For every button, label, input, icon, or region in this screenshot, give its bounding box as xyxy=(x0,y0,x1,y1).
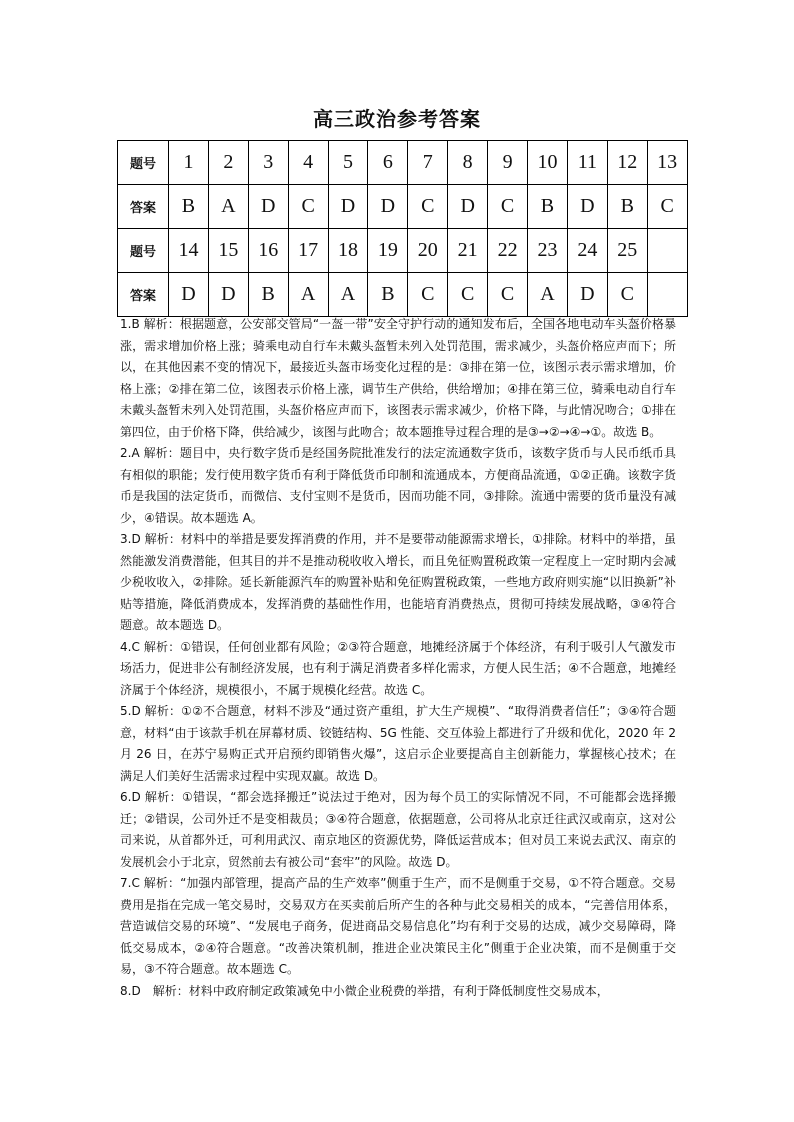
table-cell: 22 xyxy=(488,229,528,273)
row-label: 题号 xyxy=(118,141,169,185)
table-cell: C xyxy=(408,273,448,317)
table-row xyxy=(118,229,688,273)
row-label: 答案 xyxy=(118,273,169,317)
table-cell: 5 xyxy=(328,141,368,185)
table-cell: 19 xyxy=(368,229,408,273)
explanation-8: 8.D 解析：材料中政府制定政策减免中小微企业税费的举措，有利于降低制度性交易成本， xyxy=(120,983,609,998)
answer-table xyxy=(117,140,688,317)
table-cell: C xyxy=(448,273,488,317)
table-row xyxy=(118,185,688,229)
table-cell: C xyxy=(488,273,528,317)
table-cell: A xyxy=(328,273,368,317)
table-cell xyxy=(647,229,687,273)
table-cell: 15 xyxy=(208,229,248,273)
table-cell: 10 xyxy=(528,141,568,185)
table-cell: 14 xyxy=(169,229,209,273)
explanation-5: 5.D 解析：①②不合题意，材料不涉及“通过资产重组，扩大生产规模”、“取得消费者信任”；③④符合题意，材料“由于该款手机在屏幕材质、铰链结构、5G 性能、交互体验上都进行了升级和优化，2020 年 2 月 26 日，在苏宁易购正式开启预约即销售火爆”，这启示企业要提高自主创新能力，掌握核心技术；在满足人们美好生活需求过程中实现双赢。故选 D。 xyxy=(120,704,676,783)
table-cell: C xyxy=(647,185,687,229)
table-cell: A xyxy=(528,273,568,317)
table-cell: 1 xyxy=(169,141,209,185)
table-cell: 6 xyxy=(368,141,408,185)
explanation-6: 6.D 解析：①错误，“都会选择搬迁”说法过于绝对，因为每个员工的实际情况不同，不可能都会选择搬迁；②错误，公司外迁不是变相裁员；③④符合题意，依据题意，公司将从北京迁往武汉或南京，这对公司来说，从首都外迁，可利用武汉、南京地区的资源优势，降低运营成本；但对员工来说去武汉、南京的发展机会小于北京，贸然前去有被公司“套牢”的风险。故选 D。 xyxy=(120,790,676,869)
explanations xyxy=(120,314,676,1002)
table-cell: C xyxy=(488,185,528,229)
table-cell: 24 xyxy=(567,229,607,273)
table-cell xyxy=(647,273,687,317)
table-cell: 12 xyxy=(607,141,647,185)
table-cell: D xyxy=(248,185,288,229)
table-cell: D xyxy=(567,185,607,229)
explanation-3: 3.D 解析：材料中的举措是要发挥消费的作用，并不是要带动能源需求增长，①排除。材料中的举措，虽然能激发消费潜能，但其目的并不是推动税收收入增长，而且免征购置税政策一定程度上一定时期内会减少税收收入，②排除。延长新能源汽车的购置补贴和免征购置税政策，一些地方政府则实施“以旧换新”补贴等措施，降低消费成本，发挥消费的基础性作用，也能培育消费热点，贯彻可持续发展战略，③④符合题意。故本题选 D。 xyxy=(120,532,677,632)
table-cell: 16 xyxy=(248,229,288,273)
table-cell: 8 xyxy=(448,141,488,185)
table-cell: D xyxy=(567,273,607,317)
explanation-2: 2.A 解析：题目中，央行数字货币是经国务院批准发行的法定流通数字货币，该数字货币与人民币纸币具有相似的职能；发行使用数字货币有利于降低货币印制和流通成本，方便商品流通，①②正确。该数字货币是我国的法定货币，而微信、支付宝则不是货币，因而功能不同，③排除。流通中需要的货币量没有减少，④错误。故本题选 A。 xyxy=(120,446,676,525)
table-cell: 13 xyxy=(647,141,687,185)
table-cell: D xyxy=(448,185,488,229)
table-row xyxy=(118,141,688,185)
table-cell: 4 xyxy=(288,141,328,185)
table-cell: D xyxy=(208,273,248,317)
table-cell: 3 xyxy=(248,141,288,185)
table-cell: B xyxy=(169,185,209,229)
table-cell: 9 xyxy=(488,141,528,185)
table-cell: 7 xyxy=(408,141,448,185)
table-cell: D xyxy=(368,185,408,229)
table-row xyxy=(118,273,688,317)
explanation-1: 1.B 解析：根据题意，公安部交管局“一盔一带”安全守护行动的通知发布后，全国各地电动车头盔价格暴涨，需求增加价格上涨；骑乘电动自行车未戴头盔暂未列入处罚范围，需求减少，头盔价格应声而下；所以，在其他因素不变的情况下，最接近头盔市场变化过程的是：③排在第一位，该图示表示需求增加，价格上涨；②排在第二位，该图表示价格上涨，调节生产供给，供给增加；④排在第三位，骑乘电动自行车未戴头盔暂未列入处罚范围，头盔价格应声而下，该图表示需求减少，价格下降，与此情况吻合；①排在第四位，由于价格下降，供给减少，该图与此吻合；故本题推导过程合理的是③→②→④→①。故选 B。 xyxy=(120,317,676,439)
table-cell: B xyxy=(368,273,408,317)
explanation-7: 7.C 解析：“加强内部管理，提高产品的生产效率”侧重于生产，而不是侧重于交易，①不符合题意。交易费用是指在完成一笔交易时，交易双方在买卖前后所产生的各种与此交易相关的成本，“完善信用体系，营造诚信交易的环境”、“发展电子商务，促进商品交易信息化”均有利于交易的达成，减少交易障碍，降低交易成本，②④符合题意。“改善决策机制，推进企业决策民主化”侧重于企业决策，而不是侧重于交易，③不符合题意。故本题选 C。 xyxy=(120,876,676,976)
explanation-4: 4.C 解析：①错误，任何创业都有风险；②③符合题意，地摊经济属于个体经济，有利于吸引人气激发市场活力，促进非公有制经济发展，也有利于满足消费者多样化需求，方便人民生活；④不合题意，地摊经济属于个体经济，规模很小，不属于规模化经营。故选 C。 xyxy=(120,639,676,697)
table-cell: A xyxy=(208,185,248,229)
table-cell: 2 xyxy=(208,141,248,185)
table-cell: B xyxy=(607,185,647,229)
table-cell: D xyxy=(169,273,209,317)
table-cell: A xyxy=(288,273,328,317)
table-cell: 20 xyxy=(408,229,448,273)
table-cell: C xyxy=(408,185,448,229)
row-label: 答案 xyxy=(118,185,169,229)
table-cell: 18 xyxy=(328,229,368,273)
table-cell: D xyxy=(328,185,368,229)
table-cell: 17 xyxy=(288,229,328,273)
table-cell: 23 xyxy=(528,229,568,273)
table-cell: B xyxy=(528,185,568,229)
table-cell: B xyxy=(248,273,288,317)
page-title: 高三政治参考答案 xyxy=(313,107,481,131)
table-cell: 25 xyxy=(607,229,647,273)
table-cell: 11 xyxy=(567,141,607,185)
table-cell: C xyxy=(607,273,647,317)
row-label: 题号 xyxy=(118,229,169,273)
table-cell: 21 xyxy=(448,229,488,273)
table-cell: C xyxy=(288,185,328,229)
